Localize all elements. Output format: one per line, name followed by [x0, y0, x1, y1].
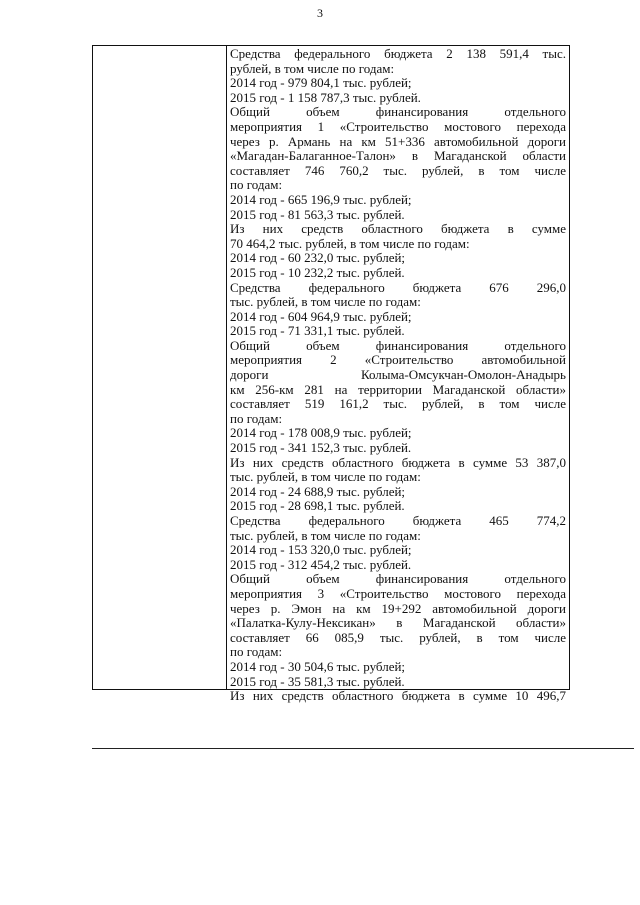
bottom-divider-line	[92, 748, 634, 749]
text-line: Средства федерального бюджета 2 138 591,4 тыс.	[230, 46, 566, 61]
text-line: 2015 год - 71 331,1 тыс. рублей.	[230, 323, 405, 339]
text-line: мероприятия 3 «Строительство мостового перехода	[230, 585, 566, 601]
text-line: Общий объем финансирования отдельного	[230, 571, 566, 587]
text-line: «Палатка-Кулу-Нексикан» в Магаданской области»	[230, 615, 566, 631]
text-line: тыс. рублей, в том числе по годам:	[230, 294, 421, 310]
text-line: мероприятия 2 «Строительство автомобильной	[230, 352, 566, 368]
text-line: Общий объем финансирования отдельного	[230, 337, 566, 353]
text-line: 2015 год - 10 232,2 тыс. рублей.	[230, 264, 405, 280]
text-line: мероприятия 1 «Строительство мостового перехода	[230, 118, 566, 134]
text-line: Из них средств областного бюджета в сумме 10 496,7	[230, 688, 566, 704]
text-line: 2014 год - 30 504,6 тыс. рублей;	[230, 658, 406, 674]
table-right-cell	[227, 46, 569, 704]
text-line: рублей, в том числе по годам:	[230, 60, 395, 76]
text-line: тыс. рублей, в том числе по годам:	[230, 527, 421, 543]
text-line: по годам:	[230, 644, 283, 660]
text-line: составляет 66 085,9 тыс. рублей, в том числе	[230, 629, 566, 645]
text-line: Из них средств областного бюджета в сумме	[230, 221, 566, 237]
text-line: составляет 746 760,2 тыс. рублей, в том числе	[230, 162, 566, 178]
text-line: 2014 год - 60 232,0 тыс. рублей;	[230, 250, 406, 266]
text-line: км 256-км 281 на территории Магаданской области»	[230, 381, 566, 397]
text-line: 2015 год - 81 563,3 тыс. рублей.	[230, 206, 405, 222]
text-line: Из них средств областного бюджета в сумме 53 387,0	[230, 454, 566, 470]
text-line: составляет 519 161,2 тыс. рублей, в том числе	[230, 396, 566, 412]
text-line: Общий объем финансирования отдельного	[230, 104, 566, 120]
text-line: 2014 год - 178 008,9 тыс. рублей;	[230, 425, 412, 441]
text-line: 2014 год - 979 804,1 тыс. рублей;	[230, 75, 412, 91]
text-line: «Магадан-Балаганное-Талон» в Магаданской области	[230, 148, 566, 164]
text-line: тыс. рублей, в том числе по годам:	[230, 469, 421, 485]
text-line: 2015 год - 312 454,2 тыс. рублей.	[230, 556, 412, 572]
text-line: через р. Армань на км 51+336 автомобильной дороги	[230, 133, 566, 149]
text-line: Средства федерального бюджета 465 774,2	[230, 513, 566, 528]
text-line: 2015 год - 28 698,1 тыс. рублей.	[230, 498, 405, 514]
text-line: 2014 год - 153 320,0 тыс. рублей;	[230, 542, 412, 558]
text-line: 2015 год - 35 581,3 тыс. рублей.	[230, 673, 405, 689]
text-line: по годам:	[230, 177, 283, 193]
text-line: через р. Эмон на км 19+292 автомобильной дороги	[230, 600, 566, 616]
text-line: 70 464,2 тыс. рублей, в том числе по годам:	[230, 235, 470, 251]
text-line: 2014 год - 665 196,9 тыс. рублей;	[230, 191, 412, 207]
text-line: дороги Колыма-Омсукчан-Омолон-Анадырь	[230, 367, 566, 383]
text-line: по годам:	[230, 410, 283, 426]
document-table	[92, 45, 570, 704]
table-left-cell	[93, 46, 227, 689]
text-line: Средства федерального бюджета 676 296,0	[230, 279, 566, 295]
text-line: 2014 год - 604 964,9 тыс. рублей;	[230, 308, 412, 324]
page-number: 3	[317, 6, 323, 20]
text-line: 2015 год - 341 152,3 тыс. рублей.	[230, 440, 412, 456]
text-line: 2014 год - 24 688,9 тыс. рублей;	[230, 483, 406, 499]
text-line: 2015 год - 1 158 787,3 тыс. рублей.	[230, 89, 421, 105]
